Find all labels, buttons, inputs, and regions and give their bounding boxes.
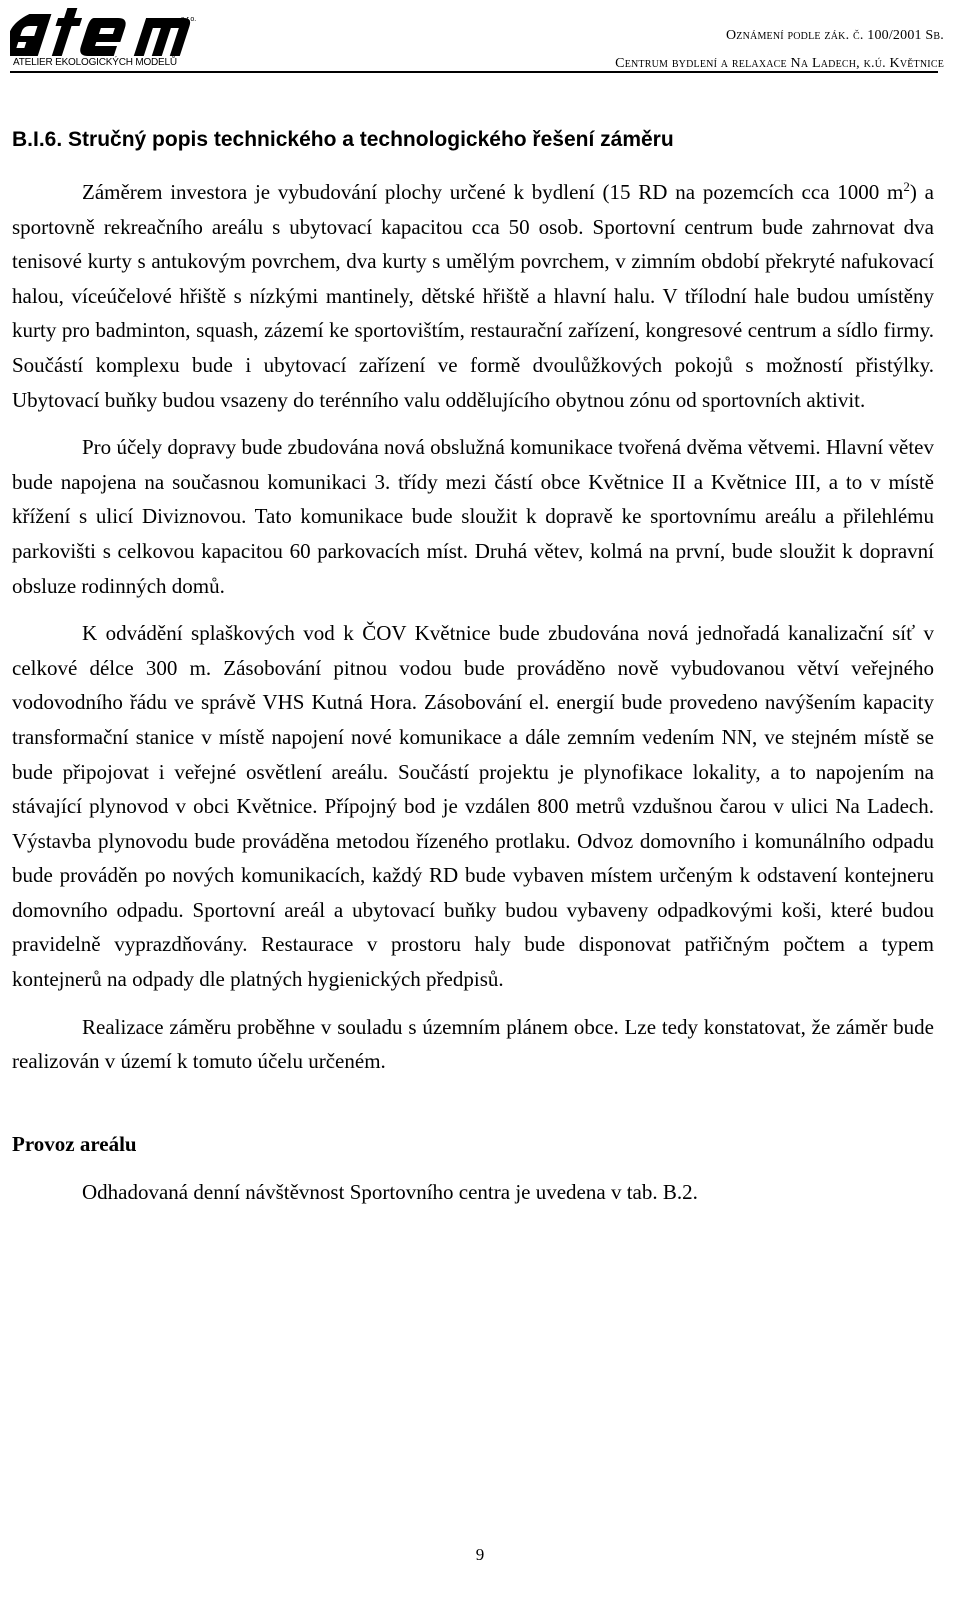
header-info: [615, 22, 944, 78]
header-line-project: Centrum bydlení a relaxace Na Ladech, k.ú. Květnice: [615, 56, 944, 71]
logo-sro: s.r.o.: [181, 16, 197, 23]
page-header: [0, 0, 960, 80]
superscript-2: 2: [903, 179, 910, 194]
paragraph-intro: [12, 175, 934, 417]
subsection-title: Provoz areálu: [12, 1131, 137, 1156]
document-body: [12, 127, 934, 1222]
header-rule: [10, 71, 938, 73]
paragraph-utilities: K odvádění splaškových vod k ČOV Květnice bude zbudována nová jednořadá kanalizační síť v celkové délce 300 m. Zásobování pitnou vodou bude prováděno nově vybudovanou větví veřejného vodovodního řádu ve správě VHS Kutná Hora. Zásobování el. energií bude provedeno navýšením kapacity transformační stanice v místě napojení nové komunikace a dále zemním vedením NN, ve stejném místě se bude připojovat i veřejné osvětlení areálu. Součástí projektu je plynofikace lokality, a to napojením na stávající plynovod v obci Květnice. Přípojný bod je vzdálen 800 metrů vzdušnou čarou v ulici Na Ladech. Výstavba plynovodu bude prováděna metodou řízeného protlaku. Odvoz domovního i komunálního odpadu bude prováděn po nových komunikacích, každý RD bude vybaven místem určeným k odstavení kontejneru domovního odpadu. Sportovní areál a ubytovací buňky budou vybaveny odpadkovými koši, které budou pravidelně vyprazdňovány. Restaurace v prostoru haly bude disponovat patřičným počtem a typem kontejnerů na odpady dle platných hygienických předpisů.: [12, 621, 934, 992]
logo-caption: ATELIER EKOLOGICKÝCH MODELŮ: [13, 57, 177, 68]
paragraph-intro-b: ) a sportovně rekreačního areálu s ubytovací kapacitou cca 50 osob. Sportovní centrum bude zahrnovat dva tenisové kurty s antukovým povrchem, dva kurty s umělým povrchem, v zimním období překryté nafukovací halou, víceúčelové hřiště s nízkými mantinely, dětské hřiště a hlavní halu. V třílodní hale budou umístěny kurty pro badminton, squash, zázemí ke sportovištím, restaurační zařízení, kongresové centrum a sídlo firmy. Součástí komplexu bude i ubytovací zařízení ve formě dvoulůžkových pokojů s možností přistýlky. Ubytovací buňky budou vsazeny do terénního valu oddělujícího obytnou zónu od sportovních aktivit.: [12, 180, 934, 412]
header-line-law: Oznámení podle zák. č. 100/2001 Sb.: [725, 28, 944, 43]
paragraph-intro-a: Záměrem investora je vybudování plochy určené k bydlení (15 RD na pozemcích cca 1000 m: [82, 180, 904, 204]
section-title: B.I.6. Stručný popis technického a technologického řešení záměru: [12, 128, 674, 151]
paragraph-transport: Pro účely dopravy bude zbudována nová obslužná komunikace tvořená dvěma větvemi. Hlavní větev bude napojena na současnou komunikaci 3. třídy mezi částí obce Květnice II a Květnice III, a to v místě křížení s ulicí Diviznovou. Tato komunikace bude sloužit k dopravě ke sportovnímu areálu a přilehlému parkovišti s celkovou kapacitou 60 parkovacích míst. Druhá větev, kolmá na první, bude sloužit k dopravní obsluze rodinných domů.: [12, 435, 934, 598]
page-number: 9: [475, 1545, 485, 1564]
paragraph-zoning: Realizace záměru proběhne v souladu s územním plánem obce. Lze tedy konstatovat, že záměr bude realizován v území k tomuto účelu určeném.: [12, 1014, 934, 1074]
paragraph-operation: Odhadovaná denní návštěvnost Sportovního centra je uvedena v tab. B.2.: [82, 1179, 698, 1204]
